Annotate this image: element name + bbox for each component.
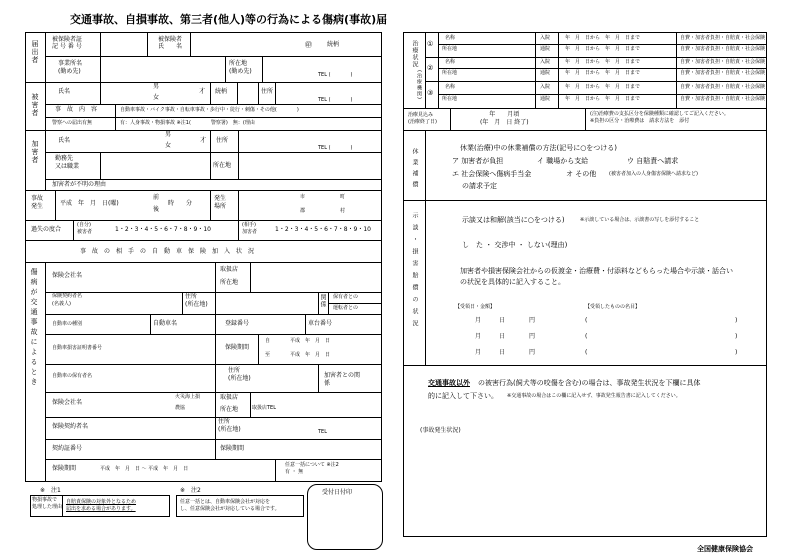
seal-mark: ㊞ (305, 41, 312, 49)
ins2-cert-period-label: 保険期間 (220, 445, 245, 452)
comp-side-label: 休業補償 (411, 148, 418, 192)
treat-row-1-date[interactable]: 年 月 日から 年 月 日まで (565, 35, 641, 41)
recv-item-header: 【受領したものの名目】 (585, 304, 641, 310)
relation-field[interactable] (340, 32, 382, 56)
treat-row-2-out[interactable]: 通院 (540, 70, 551, 76)
insured-name-field[interactable] (190, 32, 310, 56)
offender-side-label: 加害者 (31, 140, 39, 164)
accident-am[interactable]: 前 (153, 194, 160, 201)
recv-item-2-open[interactable]: ( (585, 333, 588, 340)
injured-male[interactable]: 男 (153, 83, 160, 90)
injured-side-label: 被害者 (31, 93, 39, 117)
car-no-label: 車台番号 (308, 320, 333, 327)
treat-row-2-name: 名称 (445, 59, 456, 65)
office-field[interactable] (100, 56, 225, 82)
recv-row-1[interactable]: 月 日 円 (475, 317, 536, 324)
injured-name-field[interactable] (70, 82, 150, 104)
injured-female[interactable]: 女 (153, 94, 160, 101)
treat-row-2-date[interactable]: 年 月 日から 年 月 日まで (565, 59, 641, 65)
offender-unknown-label: 加害者が不明の理由 (52, 181, 107, 188)
from-mark: 自 (265, 338, 271, 344)
end-estimate-value[interactable]: 年 月頃 (年 月 日 終了) (480, 111, 529, 127)
treat-row-1-in[interactable]: 入院 (540, 35, 551, 41)
treat-row-3-ins2[interactable]: 自費・加害者負担・自賠責・社会保険 (680, 96, 766, 102)
ins2-branch-addr-label: 所在地 (220, 406, 239, 413)
offender-name-label: 氏名 (58, 137, 71, 144)
treat-row-3-out[interactable]: 通院 (540, 96, 551, 102)
treat-row-1-ins2[interactable]: 自費・加害者負担・自賠責・社会保険 (680, 46, 766, 52)
treat-row-1-name: 名称 (445, 35, 456, 41)
treat-row-1-addr: 所在地 (442, 46, 458, 52)
holder-label: 自動車の保有者名 (52, 373, 93, 379)
car-type-label: 自動車の種別 (52, 321, 83, 327)
treat-row-2-addr: 所在地 (442, 70, 458, 76)
offender-tel: TEL ( ) (318, 145, 353, 151)
treat-row-2-ins2[interactable]: 自費・加害者負担・自賠責・社会保険 (680, 70, 766, 76)
place-village: 村 (340, 208, 346, 214)
treat-row-1-no: ① (427, 40, 434, 48)
injured-age: 才 (199, 88, 206, 95)
settle-body: 加害者や損害保険会社からの仮渡金・治療費・付添料などもらった場合や示談・話合い の状況を具体的に記入すること。 (460, 267, 733, 287)
offender-male[interactable]: 男 (165, 131, 172, 138)
injured-relation: 続柄 (215, 88, 228, 95)
offender-address-label: 住所 (216, 137, 229, 144)
ins2-agent[interactable]: 任意一括について ※注2 有 ・ 無 (285, 462, 339, 475)
offender-name-field[interactable] (70, 130, 160, 152)
accident-occurred-label: 事故 発生 (31, 195, 44, 211)
recv-row-3[interactable]: 月 日 円 (475, 349, 536, 356)
ins2-tel2: TEL (318, 429, 327, 435)
ins2-contractor-addr-label: 住所 (所在地) (218, 418, 241, 433)
ins2-contractor-label: 保険契約者名 (52, 423, 89, 430)
comp-request: の請求予定 (462, 182, 497, 190)
treat-row-2-no: ② (427, 64, 434, 72)
fault-label: 過失の度合 (31, 226, 62, 233)
fault-self-label: (自分) 被害者 (77, 222, 93, 235)
treat-row-3-date2[interactable]: 年 月 日から 年 月 日まで (565, 96, 641, 102)
place-city: 市 (300, 194, 306, 200)
insured-no-label: 被保険者証 記 号 番 号 (52, 36, 83, 51)
ins2-company-label: 保険会社名 (52, 399, 83, 406)
other-title: の被害行為(飼犬等の咬傷を含む)の場合は、事故発生状況を下欄に具体 (478, 379, 701, 387)
ins1-driver-rel: 運転者との (333, 305, 359, 311)
footer-org: 全国健康保険協会 (697, 545, 753, 553)
settle-title: 示談又は和解(該当に○をつける) (462, 216, 565, 224)
to-mark: 至 (265, 352, 271, 358)
ins1-contractor-addr-label: 住所 (所在地) (185, 293, 208, 308)
ins1-owner-rel: 保有者との (333, 294, 359, 300)
ins2-tel: 取扱店TEL (252, 405, 276, 411)
holder-addr-label: 住所 (所在地) (228, 367, 251, 382)
office-tel: TEL ( ) (318, 72, 353, 78)
treat-row-3-ins[interactable]: 自費・加害者負担・自賠責・社会保険 (680, 84, 766, 90)
comp-option-b[interactable]: イ 職場から支給 (537, 157, 589, 165)
ins1-period-label: 保険期間 (225, 344, 250, 351)
comp-option-c[interactable]: ウ 自賠責へ請求 (627, 157, 679, 165)
comp-option-f: (被害者加入の人身傷害保険へ請求など) (609, 171, 698, 177)
office-label: 事業所名 (勤め先) (58, 60, 83, 75)
treat-row-3-addr: 所在地 (442, 96, 458, 102)
injured-name-label: 氏名 (58, 88, 71, 95)
note2-label: ※ 注2 (180, 487, 201, 494)
recv-item-3-open[interactable]: ( (585, 349, 588, 356)
ins1-period-from[interactable]: 平成 年 月 日 (290, 338, 331, 344)
insured-no-field[interactable] (100, 32, 147, 56)
ins1-period-to[interactable]: 平成 年 月 日 (290, 352, 331, 358)
reg-no-label: 登録番号 (225, 320, 250, 327)
injured-address-label: 住所 (261, 88, 274, 95)
car-name-label: 自動車名 (153, 320, 178, 327)
recv-item-3-close: ) (735, 349, 738, 356)
relation-label: 続柄 (327, 41, 340, 48)
comp-option-e[interactable]: オ その他 (566, 170, 597, 178)
situation-field[interactable] (405, 438, 765, 535)
ins1-company-label: 保険会社名 (52, 272, 83, 279)
comp-option-a[interactable]: ア 加害者が負担 (452, 157, 504, 165)
treat-row-3-date[interactable]: 年 月 日から 年 月 日まで (565, 84, 641, 90)
offender-work-address-label: 所在地 (213, 162, 232, 169)
ins2-cert-label: 契約証番号 (52, 445, 83, 452)
injured-tel: TEL ( ) (318, 97, 353, 103)
other-title-2: 的に記入して下さい。 (428, 392, 498, 400)
note1-text: 自賠責保険の対象外となるため 届出を求める場合があります。 (66, 499, 137, 512)
ins1-contractor-label: 保険契約者名 (名義人) (52, 293, 83, 307)
insurance-side-label: 傷病が交通事故によるとき (30, 268, 38, 388)
accident-content-options[interactable]: 自動車事故・バイク事故・自転車事故・歩行中・徒行・刺傷・その他( ) (120, 107, 299, 113)
ins1-branch-addr-label: 所在地 (220, 279, 239, 286)
other-note: ※交通事故の場合はこの欄に記入せず、事故発生報告書に記入してください。 (507, 393, 681, 399)
treat-row-2-in[interactable]: 入院 (540, 59, 551, 65)
place-gun: 郡 (300, 208, 306, 214)
recv-amount-header: 【受領日・金額】 (455, 304, 496, 310)
insured-name-label: 被保険者 氏 名 (158, 36, 183, 51)
treat-row-1-out[interactable]: 通院 (540, 46, 551, 52)
offender-female[interactable]: 女 (165, 142, 172, 149)
recv-row-2[interactable]: 月 日 円 (475, 333, 536, 340)
comp-title: 休業(治療)中の休業補償の方法(記号に○をつける) (460, 144, 618, 152)
ins2-ins-b[interactable]: 農協 (175, 405, 186, 411)
treat-row-3-name: 名称 (445, 84, 456, 90)
settle-side-label: 示談・損害賠償の状況 (411, 212, 418, 332)
accident-content-label: 事 故 内 容 (55, 106, 98, 113)
treat-row-3-no: ③ (427, 89, 434, 97)
recv-item-2-close: ) (735, 333, 738, 340)
fault-self-scale[interactable]: 1・2・3・4・5・6・7・8・9・10 (115, 226, 211, 233)
ins1-relation-label: 関係 (319, 294, 326, 308)
note1-label: ※ 注1 (40, 487, 61, 494)
ins1-branch-label: 取扱店 (220, 266, 239, 273)
filer-side-label: 届出者 (31, 40, 39, 64)
cert-no-label: 自動車損害証明書番号 (52, 345, 103, 351)
office-address-label: 所在地 (勤め先) (229, 60, 252, 75)
settle-note: ※示談している場合は、示談書の写しを添付すること (580, 217, 700, 223)
ins2-period-label: 保険期間 (52, 465, 77, 472)
treat-row-3-in[interactable]: 入院 (540, 84, 551, 90)
page-title: 交通事故、自損事故、第三者(他人)等の行為による傷病(事故)届 (70, 13, 388, 26)
recv-item-1-close: ) (735, 317, 738, 324)
police-report-label: 警察への届出有無 (52, 120, 93, 126)
end-note: (注)治療費の支払区分を保険種類に確認してご記入ください。 ※負担の区分・治療費は 請求方法を 添付 (590, 111, 729, 124)
treat-row-2-date2[interactable]: 年 月 日から 年 月 日まで (565, 70, 641, 76)
end-estimate-label: 治療見込み (治療終了日) (408, 112, 437, 125)
note1-box-label: 物損事故で 処理した理由 (32, 497, 63, 510)
place-town: 町 (340, 194, 346, 200)
treat-row-1-date2[interactable]: 年 月 日から 年 月 日まで (565, 46, 641, 52)
settle-options[interactable]: し た ・ 交渉中 ・ しない(理由) (462, 241, 568, 249)
insurance-section-title: 事 故 の 相 手 の 自 動 車 保 険 加 入 状 況 (80, 248, 255, 255)
ins2-period-value[interactable]: 平成 年 月 日 〜 平成 年 月 日 (100, 466, 189, 472)
fault-other-scale[interactable]: 1・2・3・4・5・6・7・8・9・10 (275, 226, 371, 233)
treat-side-label: 治療状況 (411, 40, 418, 68)
treat-side-sub: (治療機関) (416, 70, 422, 100)
offender-work-label: 勤務先 又は職業 (55, 155, 80, 171)
hold-rel-label: 加害者との関係 (324, 372, 361, 387)
offender-age: 才 (200, 137, 207, 144)
ins1-company-field[interactable] (95, 264, 213, 289)
treat-row-1-ins[interactable]: 自費・加害者負担・自賠責・社会保険 (680, 35, 766, 41)
situation-label: (事故発生状況) (420, 427, 461, 434)
note2-text: 任意一括とは、自動車保険会社が対応を し、任意保険会社が対応している場合です。 (180, 499, 280, 512)
accident-place-label: 発生 場所 (214, 195, 227, 211)
receipt-stamp-label: 受付日付印 (322, 489, 353, 496)
recv-item-1-open[interactable]: ( (585, 317, 588, 324)
ins2-ins-a[interactable]: 火災海上損 (175, 394, 201, 400)
police-report-options[interactable]: 有：人身事故・物損事故 ※注1( 警察署) 無：(理由 (120, 120, 255, 126)
ins2-branch-label: 取扱店 (220, 394, 239, 401)
accident-pm[interactable]: 後 (153, 206, 160, 213)
accident-date[interactable]: 平成 年 月 日(曜) (60, 200, 119, 207)
accident-time[interactable]: 時 分 (168, 200, 193, 207)
fault-other-label: (相手) 加害者 (242, 222, 258, 235)
comp-option-d[interactable]: エ 社会保険へ傷病手当金 (452, 170, 532, 178)
treat-row-2-ins[interactable]: 自費・加害者負担・自賠責・社会保険 (680, 59, 766, 65)
other-title-emphasis: 交通事故以外 (428, 379, 470, 387)
